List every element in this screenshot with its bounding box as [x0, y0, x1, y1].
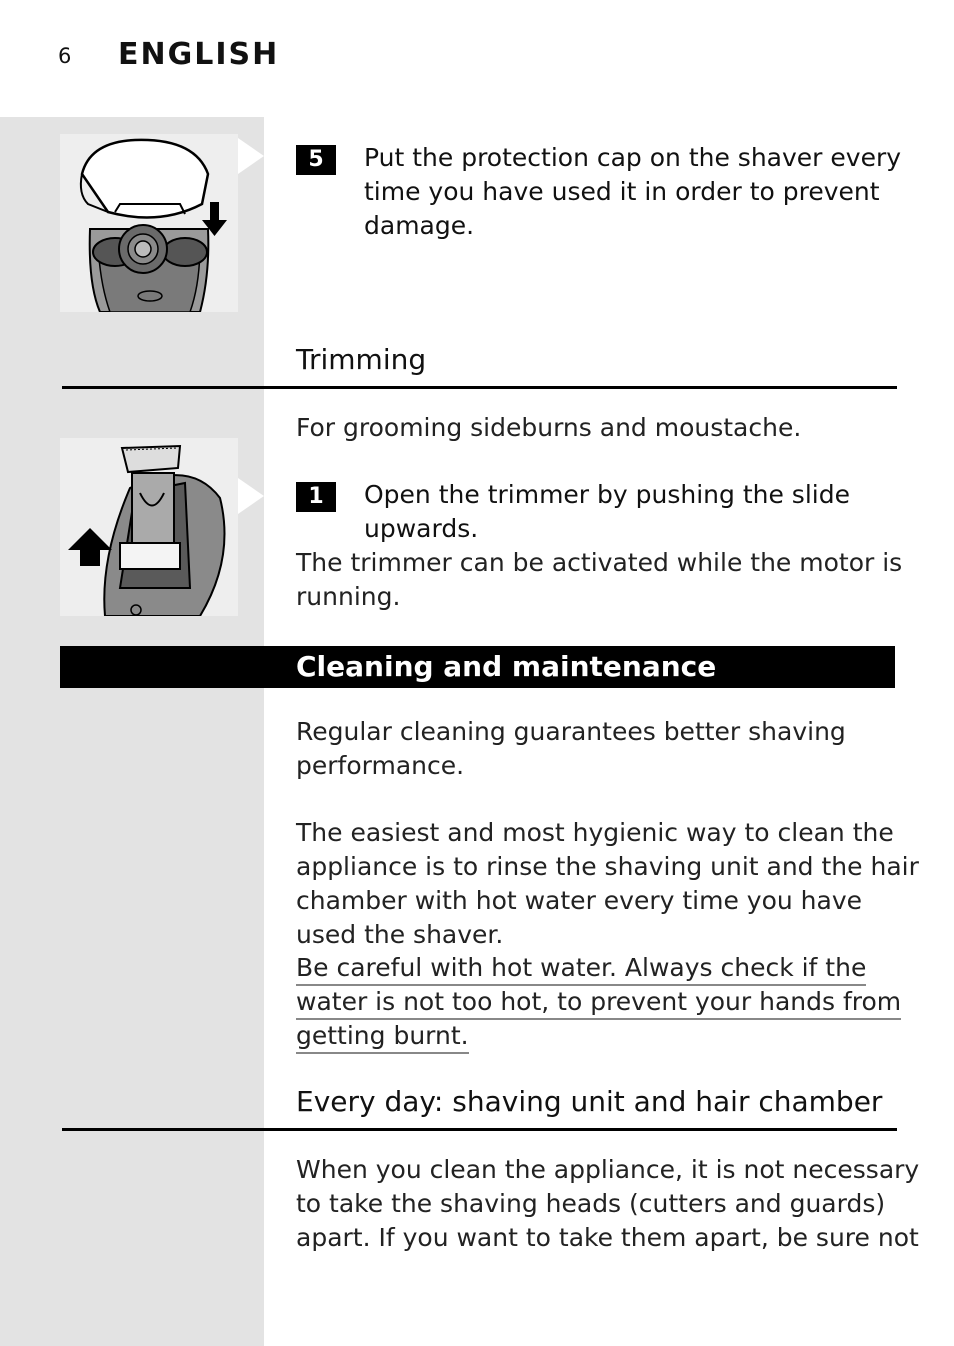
cleaning-para-1-line: performance.	[296, 751, 465, 780]
trimmer-note-line: The trimmer can be activated while the motor is	[296, 548, 903, 577]
trimmer-illustration	[60, 438, 238, 616]
cleaning-para-2-line: appliance is to rinse the shaving unit and the hair	[296, 852, 919, 881]
trimmer-note	[296, 546, 902, 614]
step-1-text	[364, 478, 850, 546]
step-5-text	[364, 141, 901, 243]
warning-line: Be careful with hot water. Always check if the	[296, 953, 866, 986]
step-number-badge: 5	[296, 145, 336, 175]
cleaning-para-1	[296, 715, 846, 783]
hot-water-warning	[296, 951, 901, 1053]
step-1-line: Open the trimmer by pushing the slide	[364, 480, 850, 509]
image-pointer	[238, 138, 264, 174]
cleaning-para-2-line: used the shaver.	[296, 920, 504, 949]
trimmer-note-line: running.	[296, 582, 401, 611]
warning-line: water is not too hot, to prevent your hands from	[296, 987, 901, 1020]
step-5-line: Put the protection cap on the shaver every	[364, 143, 902, 172]
everyday-heading: Every day: shaving unit and hair chamber	[296, 1085, 883, 1118]
trimming-heading: Trimming	[296, 343, 427, 376]
step-number-badge: 1	[296, 482, 336, 512]
cleaning-para-2	[296, 816, 919, 952]
shaver-cap-illustration	[60, 134, 238, 312]
everyday-para-line: apart. If you want to take them apart, be sure not	[296, 1223, 919, 1252]
step-5-line: time you have used it in order to prevent	[364, 177, 880, 206]
page-language-header: ENGLISH	[118, 37, 280, 72]
page-number: 6	[58, 44, 72, 68]
section-rule	[62, 386, 897, 389]
section-rule	[62, 1128, 897, 1131]
step-1-line: upwards.	[364, 514, 479, 543]
cleaning-para-1-line: Regular cleaning guarantees better shaving	[296, 717, 846, 746]
cleaning-section-title: Cleaning and maintenance	[296, 650, 717, 683]
everyday-para-line: When you clean the appliance, it is not necessary	[296, 1155, 920, 1184]
everyday-para-line: to take the shaving heads (cutters and guards)	[296, 1189, 886, 1218]
cleaning-para-2-line: The easiest and most hygienic way to clean the	[296, 818, 894, 847]
step-5-line: damage.	[364, 211, 475, 240]
image-pointer	[238, 478, 264, 514]
trimming-intro: For grooming sideburns and moustache.	[296, 413, 802, 442]
warning-line: getting burnt.	[296, 1021, 469, 1054]
cleaning-para-2-line: chamber with hot water every time you have	[296, 886, 863, 915]
everyday-para	[296, 1153, 919, 1255]
